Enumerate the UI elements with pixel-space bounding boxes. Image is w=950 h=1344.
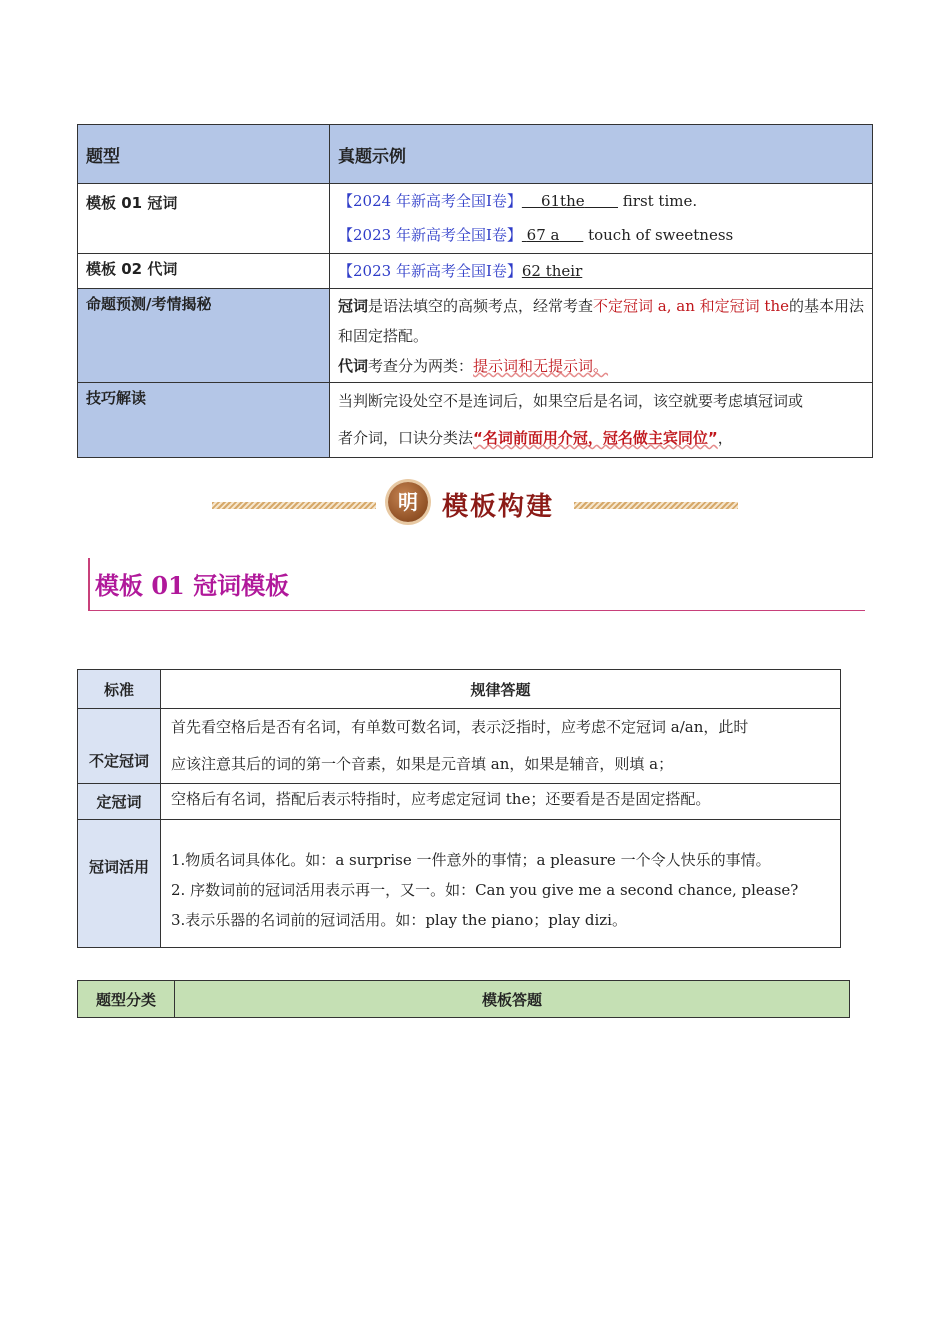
exam-source: 【2023 年新高考全国Ⅰ卷】 <box>338 262 522 280</box>
table-header-row <box>78 981 850 1018</box>
table-row <box>78 383 873 458</box>
ming-badge-icon: 明 <box>388 482 428 522</box>
tip-line: 当判断完设处空不是连词后，如果空后是名词，该空就要考虑填冠词或 <box>338 392 804 410</box>
example-line <box>338 254 864 288</box>
table-header-row <box>78 125 873 184</box>
header-standard: 标准 <box>78 670 161 709</box>
row-label-pronouns: 模板 02 代词 <box>86 260 178 278</box>
section-banner <box>212 480 738 530</box>
exam-source: 【2023 年新高考全国Ⅰ卷】 <box>338 226 522 244</box>
banner-title: 模板构建 <box>442 492 555 522</box>
header-rules: 规律答题 <box>161 670 841 709</box>
section-heading <box>88 558 865 611</box>
example-line <box>338 184 864 218</box>
header-examples: 真题示例 <box>330 125 873 184</box>
template-answer-table <box>77 980 850 1018</box>
header-category: 题型分类 <box>78 981 175 1018</box>
section-title: 模板 01 冠词模板 <box>95 571 290 600</box>
rule-line: 空格后有名词，搭配后表示特指时，应考虑定冠词 the；还要看是否是固定搭配。 <box>171 790 711 808</box>
row-label-tips: 技巧解读 <box>86 389 147 407</box>
row-label: 定冠词 <box>78 784 161 820</box>
exam-overview-table <box>77 124 873 458</box>
table-header-row <box>78 670 841 709</box>
row-label: 冠词活用 <box>78 820 161 948</box>
example-tail: first time. <box>618 192 698 210</box>
rule-line: 应该注意其后的词的第一个音素，如果是元音填 an，如果是辅音，则填 a； <box>171 755 674 773</box>
example-tail: touch of sweetness <box>583 226 734 244</box>
row-label-prediction: 命题预测/考情揭秘 <box>86 295 212 313</box>
table-row <box>78 289 873 383</box>
table-row <box>78 709 841 784</box>
rule-line: 首先看空格后是否有名词，有单数可数名词，表示泛指时，应考虑不定冠词 a/an，此时 <box>171 718 749 736</box>
paragraph-pronouns: 代词考查分为两类：提示词和无提示词。 <box>338 357 609 375</box>
header-question-type: 题型 <box>78 125 330 184</box>
rule-line: 1.物质名词具体化。如：a surprise 一件意外的事情；a pleasure 一个令人快乐的事情。 <box>171 851 771 869</box>
banner-stripe-right <box>574 502 738 509</box>
answer: 62 their <box>521 262 583 280</box>
tip-line: 者介词，口诀分类法“名词前面用介冠，冠名做主宾同位”， <box>338 429 733 447</box>
row-label: 不定冠词 <box>78 709 161 784</box>
article-rules-table <box>77 669 841 948</box>
table-row <box>78 820 841 948</box>
example-line <box>338 218 864 252</box>
paragraph-articles: 冠词是语法填空的高频考点，经常考查不定冠词 a, an 和定冠词 the的基本用法和固定搭配。 <box>338 297 864 345</box>
rule-line: 2. 序数词前的冠词活用表示再一，又一。如：Can you give me a second chance, please? <box>171 881 799 899</box>
header-template-answer: 模板答题 <box>175 981 850 1018</box>
exam-source: 【2024 年新高考全国Ⅰ卷】 <box>338 192 522 210</box>
rule-line: 3.表示乐器的名词前的冠词活用。如：play the piano；play dizi。 <box>171 911 627 929</box>
banner-stripe-left <box>212 502 376 509</box>
table-row <box>78 784 841 820</box>
row-label-articles: 模板 01 冠词 <box>86 194 178 212</box>
answer-blank: 67 a <box>526 226 560 244</box>
table-row <box>78 254 873 289</box>
table-row <box>78 184 873 254</box>
answer-blank: 61the <box>540 192 585 210</box>
